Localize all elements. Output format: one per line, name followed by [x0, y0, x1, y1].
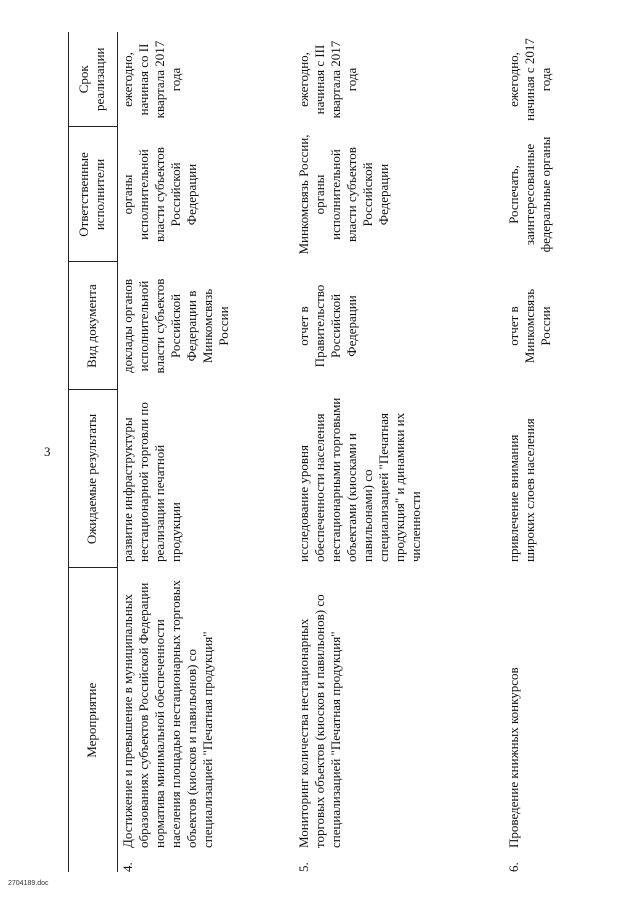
page-number: 3: [44, 444, 51, 459]
table-row: [294, 32, 504, 872]
row-number: 5.: [295, 862, 311, 872]
row-doc: доклады органов исполнительной власти субъектов Российской Федерации в Минкомсвязь России: [120, 278, 231, 374]
footer-file-name: 2704189.doc: [8, 880, 49, 887]
row-measure: Проведение книжных конкурсов: [505, 667, 521, 848]
row-results: привлечение внимания широких слоев населения: [505, 418, 537, 562]
row-term: ежегодно, начиная с III квартала 2017 года: [295, 40, 359, 119]
row-doc: отчет в Правительство Российской Федерации: [295, 284, 359, 368]
row-exec: Минкомсвязь России, органы исполнительной власти субъектов Российской Федерации: [295, 134, 391, 255]
row-exec: органы исполнительной власти субъектов Российской Федерации: [120, 147, 199, 242]
row-number: 4.: [120, 862, 135, 872]
row-exec: Роспечать, заинтересованные федеральные органы: [505, 136, 553, 253]
measures-table: [68, 32, 574, 872]
row-term: ежегодно, начиная со II квартала 2017 года: [120, 40, 183, 119]
header-results: Ожидаемые результаты: [69, 390, 118, 568]
row-doc: отчет в Минкомсвязь России: [505, 288, 553, 364]
table-row: [504, 32, 574, 872]
row-measure: Мониторинг количества нестационарных торговых объектов (киосков и павильонов) со специализацией "Печатная продукция": [295, 594, 343, 848]
table-row: [118, 32, 294, 872]
row-results: развитие инфраструктуры нестационарной торговли по реализации печатной продукции: [120, 402, 183, 562]
header-measure: Мероприятие: [69, 568, 118, 872]
document-table-rotated: [68, 32, 618, 872]
row-number: 6.: [505, 862, 521, 872]
header-doc: Вид документа: [69, 262, 118, 390]
row-measure: Достижение и превышение в муниципальных образованиях субъектов Российской Федерации норматива минимальной обеспеченности населения площадью нестационарных торговых объектов (киосков и павильонов) со специализацией "Печатная продукция": [120, 580, 215, 848]
header-exec: Ответственные исполнители: [69, 127, 118, 262]
row-results: исследование уровня обеспеченности населения нестационарными торговыми объектами (киосками и павильонами) со специализацией "Печатная продукция" и динамики их численности: [295, 397, 423, 562]
header-term: Срок реализации: [69, 32, 118, 127]
table-header-row: [69, 32, 118, 872]
row-term: ежегодно, начиная с 2017 года: [505, 38, 553, 121]
